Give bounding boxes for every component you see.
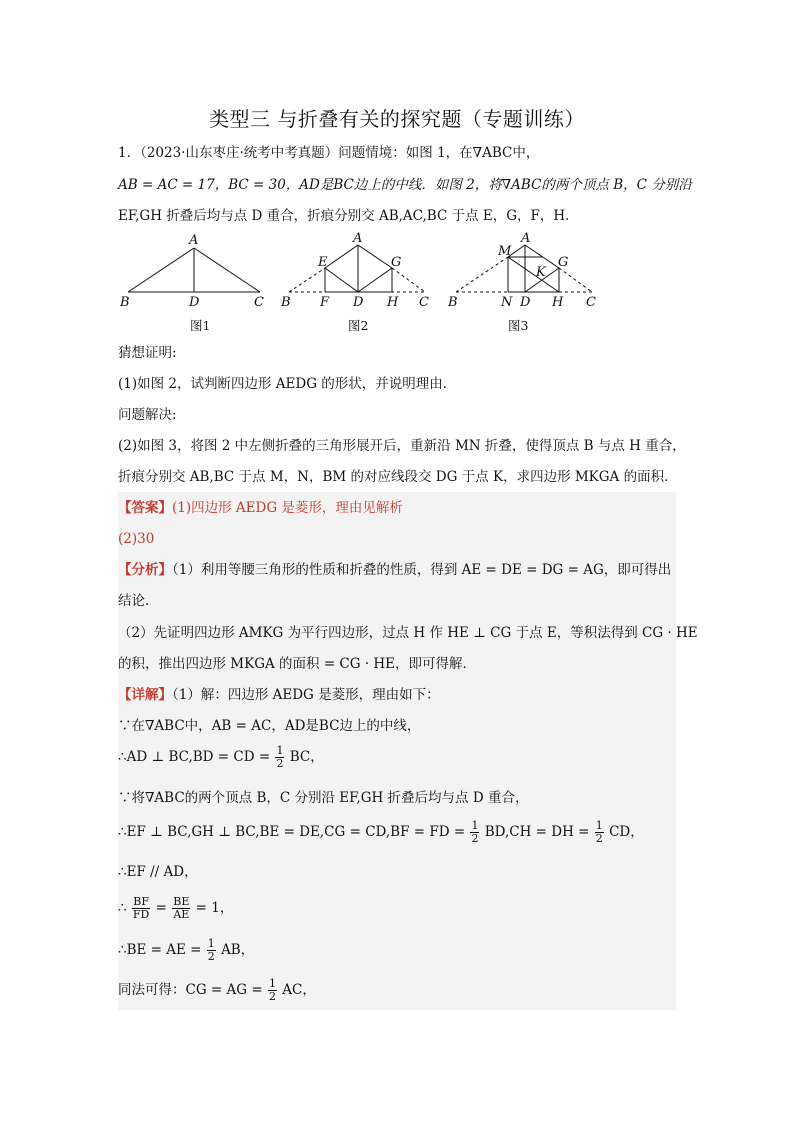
fig3-label-h: H: [552, 295, 564, 310]
question-2-line-2: 折痕分别交 AB,BC 于点 M，N，BM 的对应线段交 DG 于点 K，求四边形 MKGA 的面积．: [118, 469, 678, 485]
fig2-label-h: H: [387, 295, 399, 310]
detail-line-3: [118, 745, 324, 770]
fig2-label-e: E: [318, 255, 328, 270]
fig2-caption: 图2: [348, 318, 369, 333]
answer-1: (1)四边形 AEDG 是菱形，理由见解析: [172, 500, 403, 516]
analysis-line-2: 结论．: [118, 593, 159, 609]
fig3-label-g: G: [558, 255, 569, 270]
detail-line-5-b: BD,CH = DH =: [484, 824, 590, 840]
section-conjecture: 猜想证明:: [118, 345, 177, 361]
detail-line-7-a: ∴: [118, 900, 127, 916]
fraction-half: $\frac{1}{2}$: [268, 977, 276, 1003]
analysis-line-1: [118, 560, 671, 580]
fraction-half: $\frac{1}{2}$: [471, 819, 479, 845]
fig1-label-d: D: [189, 295, 200, 310]
analysis-line-4: 的积，推出四边形 MKGA 的面积 = CG · HE，即可得解．: [118, 656, 477, 672]
analysis-text-1: （1）利用等腰三角形的性质和折叠的性质，得到 AE = DE = DG = AG，即可得出: [172, 562, 672, 578]
analysis-tag: 【分析】: [118, 562, 172, 578]
fig2-label-b: B: [281, 295, 291, 310]
fig3-label-m: M: [498, 244, 512, 259]
detail-line-8-b: AB，: [221, 942, 255, 958]
fig1-label-a: A: [189, 233, 199, 248]
problem-line-1: 1．（2023·山东枣庄·统考中考真题）问题情境：如图 1，在∇ABC中，: [118, 145, 540, 161]
detail-line-9-b: AC，: [282, 982, 316, 998]
detail-line-5-c: CD，: [609, 824, 644, 840]
fig3-label-a: A: [521, 231, 531, 246]
fig2-label-g: G: [391, 255, 402, 270]
problem-line-2: AB = AC = 17，BC = 30，AD是BC边上的中线．如图 2，将∇ABC的两个顶点 B，C 分别沿: [118, 177, 692, 193]
detail-line-1: [118, 685, 440, 705]
fig3-caption: 图3: [508, 318, 529, 333]
detail-text-1: （1）解：四边形 AEDG 是菱形，理由如下：: [172, 687, 440, 703]
fig3-label-c: C: [586, 295, 596, 310]
answer-2: (2)30: [118, 531, 155, 547]
fig2-label-d: D: [353, 295, 364, 310]
detail-tag: 【详解】: [118, 687, 172, 703]
fig2-label-f: F: [320, 295, 330, 310]
fig1-label-b: B: [120, 295, 130, 310]
fig2-label-c: C: [419, 295, 429, 310]
fraction-half: $\frac{1}{2}$: [276, 744, 284, 770]
question-2-line-1: (2)如图 3，将图 2 中左侧折叠的三角形展开后，重新沿 MN 折叠，使得顶点 B 与点 H 重合，: [118, 438, 686, 454]
fig3-label-d: D: [520, 295, 531, 310]
detail-line-7-b: = 1，: [195, 900, 234, 916]
section-solve: 问题解决:: [118, 407, 177, 423]
detail-line-5: [118, 820, 644, 845]
fig3-label-n: N: [501, 295, 513, 310]
detail-line-5-a: ∴EF ⊥ BC,GH ⊥ BC,BE = DE,CG = CD,BF = FD =: [118, 824, 466, 840]
fig1-label-c: C: [254, 295, 264, 310]
answer-tag: 【答案】: [118, 500, 172, 516]
fig2-label-a: A: [353, 231, 363, 246]
fraction-half: $\frac{1}{2}$: [595, 819, 603, 845]
page-title: 类型三 与折叠有关的探究题（专题训练）: [209, 107, 585, 131]
problem-line-3: EF,GH 折叠后均与点 D 重合，折痕分别交 AB,AC,BC 于点 E，G，F，H．: [118, 208, 579, 224]
fig1-caption: 图1: [190, 318, 211, 333]
answer-line-1: [118, 498, 403, 518]
detail-line-3-b: BC，: [289, 749, 324, 765]
detail-line-4: ∵将∇ABC的两个顶点 B，C 分别沿 EF,GH 折叠后均与点 D 重合，: [118, 790, 529, 806]
detail-line-9-a: 同法可得：CG = AG =: [118, 982, 263, 998]
detail-line-9: [118, 978, 316, 1003]
fig3-label-k: K: [536, 265, 546, 280]
figures: [0, 228, 794, 338]
fraction-be-ae: $\frac{BE}{AE}$: [173, 895, 190, 921]
detail-line-3-a: ∴AD ⊥ BC,BD = CD =: [118, 749, 271, 765]
question-1: (1)如图 2，试判断四边形 AEDG 的形状，并说明理由．: [118, 376, 457, 392]
fig3-label-b: B: [448, 295, 458, 310]
detail-line-2: ∵在∇ABC中，AB = AC，AD是BC边上的中线，: [118, 718, 421, 734]
detail-line-8: [118, 938, 254, 963]
fraction-half: $\frac{1}{2}$: [207, 937, 215, 963]
detail-line-7: ∴ $\frac{BF}{FD}$ = $\frac{BE}{AE}$ = 1，: [118, 895, 234, 921]
analysis-line-3: （2）先证明四边形 AMKG 为平行四边形，过点 H 作 HE ⊥ CG 于点 E，等积法得到 CG · HE: [118, 625, 698, 641]
detail-line-6: ∴EF // AD，: [118, 864, 198, 880]
fraction-bf-fd: $\frac{BF}{FD}$: [132, 895, 150, 921]
detail-line-8-a: ∴BE = AE =: [118, 942, 202, 958]
